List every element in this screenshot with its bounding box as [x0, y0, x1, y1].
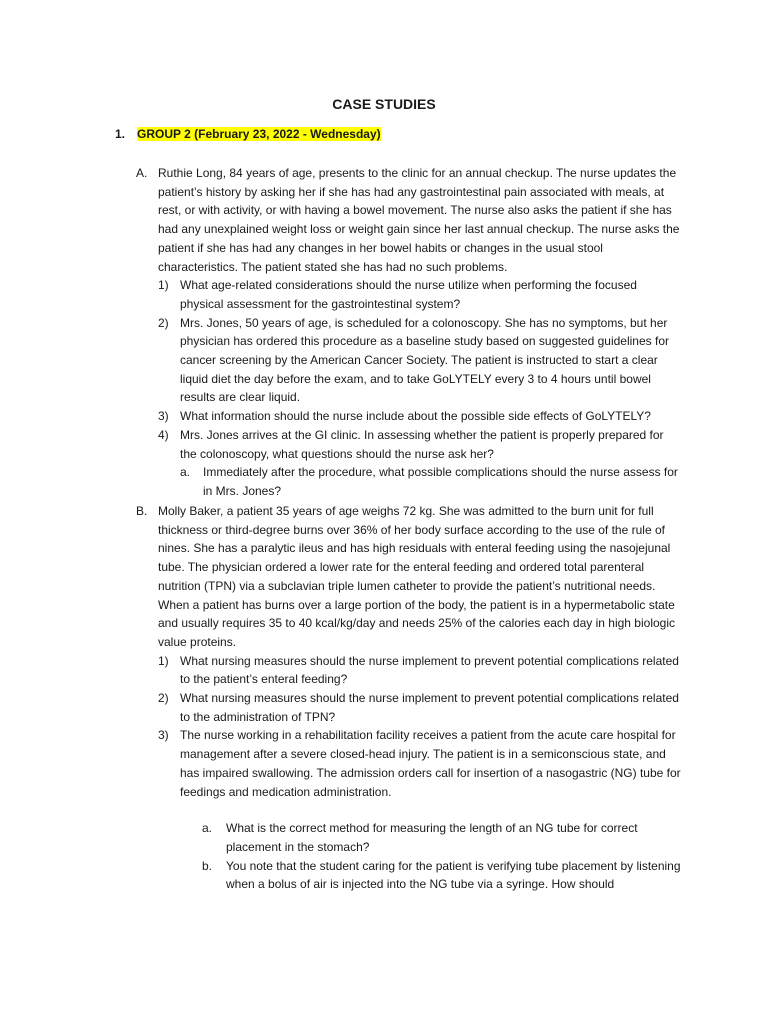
case-b-subquestion-b: [158, 857, 681, 894]
case-a-question-4: [158, 426, 681, 463]
subquestion: [202, 819, 681, 856]
question-text: What age-related considerations should the nurse utilize when performing the focused physical assessment for the gastrointestinal system?: [180, 278, 637, 311]
subquestion-text: You note that the student caring for the patient is verifying tube placement by listening when a bolus of air is injected into the NG tube via a syringe. How should: [226, 858, 681, 892]
group-label: GROUP 2 (February 23, 2022 - Wednesday): [137, 127, 381, 141]
case-b-text: Molly Baker, a patient 35 years of age weighs 72 kg. She was admitted to the burn unit for full thickness or third-degree burns over 36% of her body surface according to the use of the rule of nines. She has a paralytic ileus and has high residuals with enteral feeding using the nasojejunal tube. The physician ordered a lower rate for the enteral feeding and ordered total parenteral nutrition (TPN) via a subclavian triple lumen catheter to provide the patient’s nutritional needs. When a patient has burns over a large portion of the body, the patient is in a hypermetabolic state and usually requires 35 to 40 kcal/kg/day and needs 25% of the calories each day in high biologic value proteins.: [158, 504, 676, 649]
case-a-text: Ruthie Long, 84 years of age, presents to the clinic for an annual checkup. The nurse updates the patient’s history by asking her if she has had any gastrointestinal pain associated with meals, at rest, or with activity, or with having a bowel movement. The nurse also asks the patient if she has had any unexplained weight loss or weight gain since her last annual checkup. The nurse asks the patient if she has had any changes in her bowel habits or changes in the usual stool characteristics. The patient stated she has had no such problems.: [158, 166, 680, 274]
subquestion-text: Immediately after the procedure, what possible complications should the nurse assess for in Mrs. Jones?: [203, 465, 678, 498]
subquestion-letter: b.: [202, 858, 213, 873]
case-a-question-1: [158, 276, 681, 313]
case-b: [136, 502, 681, 894]
question-number: 2): [158, 315, 169, 330]
subquestion-letter: a.: [202, 821, 213, 836]
case-b-subquestion-a: [158, 819, 681, 856]
subquestion-text: What is the correct method for measuring the length of an NG tube for correct placement in the stomach?: [226, 821, 638, 854]
question-number: 3): [158, 728, 169, 743]
page-title: CASE STUDIES: [332, 96, 436, 112]
question-number: 3): [158, 409, 169, 424]
question-text: Mrs. Jones arrives at the GI clinic. In assessing whether the patient is properly prepared for the colonoscopy, what questions should the nurse ask her?: [180, 427, 664, 461]
case-a-question-3: [158, 407, 681, 426]
question-text: Mrs. Jones, 50 years of age, is scheduled for a colonoscopy. She has no symptoms, but her physician has ordered this procedure as a baseline study based on suggested guidelines for cancer screening by the American Cancer Society. The patient is instructed to start a clear liquid diet the day before the exam, and to take GoLYTELY every 3 to 4 hours until bowel results are clear liquid.: [180, 315, 669, 405]
case-a: [136, 164, 681, 501]
case-b-question-2: [158, 689, 681, 726]
question-text: The nurse working in a rehabilitation facility receives a patient from the acute care hospital for management after a severe closed-head injury. The patient is in a semiconscious state, and has impaired swallowing. The admission orders call for insertion of a nasogastric (NG) tube for feedings and medication administration.: [180, 728, 681, 799]
question-number: 1): [158, 278, 169, 293]
group-number: 1.: [115, 127, 126, 141]
subquestion-letter: a.: [180, 465, 191, 480]
group-heading: [115, 125, 381, 144]
question-text: What information should the nurse include about the possible side effects of GoLYTELY?: [180, 409, 651, 424]
case-a-question-2: [158, 314, 681, 408]
question-text: What nursing measures should the nurse implement to prevent potential complications related to the administration of TPN?: [180, 691, 679, 724]
case-a-subquestion-a: [180, 463, 681, 500]
spacer: [136, 801, 681, 819]
question-number: 1): [158, 653, 169, 668]
question-number: 4): [158, 427, 169, 442]
case-b-label: B.: [136, 504, 148, 518]
subquestion: [202, 857, 681, 894]
case-b-question-1: [158, 652, 681, 689]
question-text: What nursing measures should the nurse implement to prevent potential complications related to the patient’s enteral feeding?: [180, 653, 679, 687]
case-b-question-3: [158, 726, 681, 801]
question-number: 2): [158, 691, 169, 706]
case-a-label: A.: [136, 166, 148, 180]
